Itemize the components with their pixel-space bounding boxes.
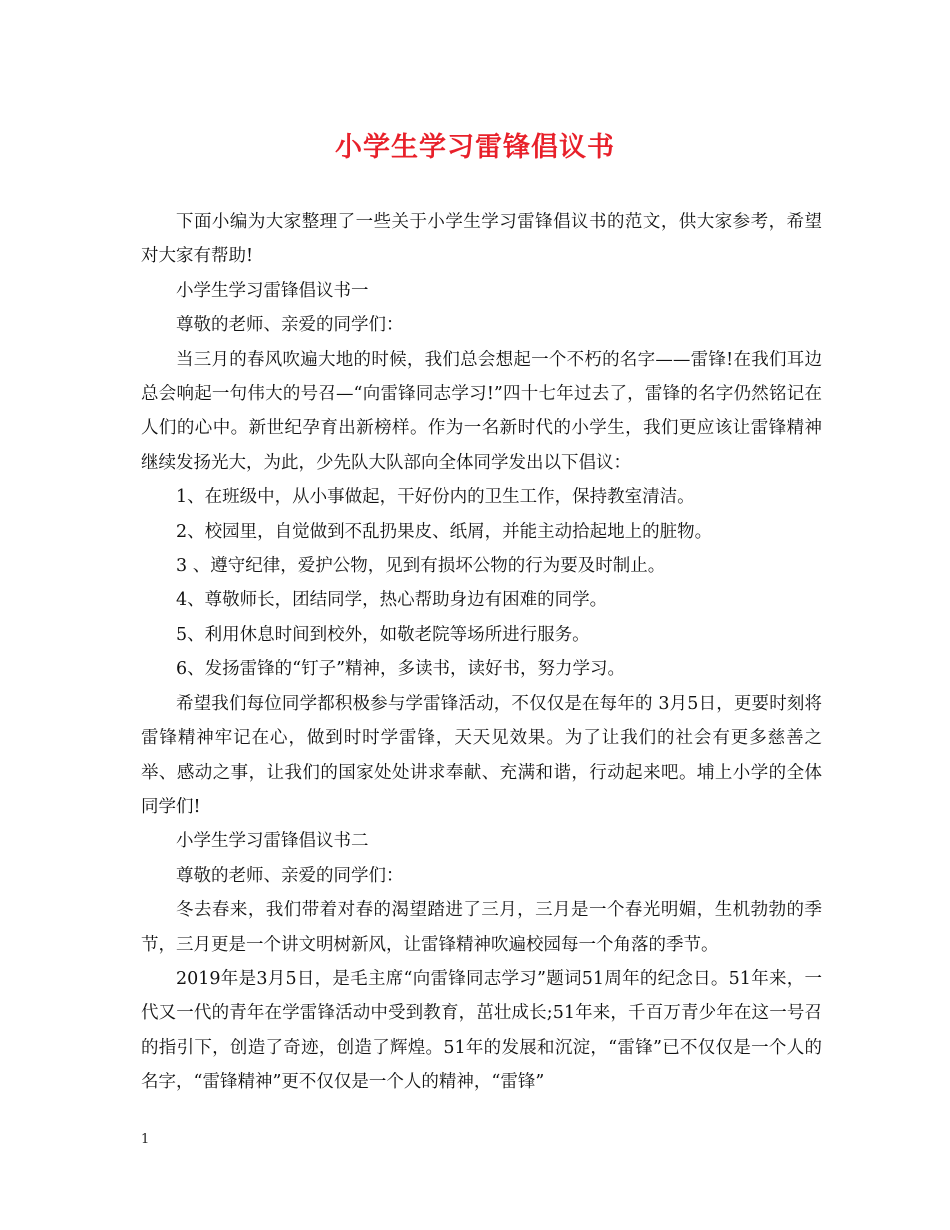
paragraph-body-3: 2019年是3月5日，是毛主席“向雷锋同志学习”题词51周年的纪念日。51年来，一代又一代的青年在学雷锋活动中受到教育，茁壮成长;51年来，千百万青少年在这一号召的指引下，创造了奇迹，创造了辉煌。51年的发展和沉淀，“雷锋”已不仅仅是一个人的名字，“雷锋精神”更不仅仅是一个人的精神，“雷锋” bbox=[141, 968, 822, 1093]
proposal-item-6: 6、发扬雷锋的“钉子”精神，多读书，读好书，努力学习。 bbox=[176, 659, 626, 680]
section-heading-1: 小学生学习雷锋倡议书一 bbox=[176, 280, 369, 301]
paragraph-body-2: 冬去春来，我们带着对春的渴望踏进了三月，三月是一个春光明媚，生机勃勃的季节，三月更是一个讲文明树新风，让雷锋精神吹遍校园每一个角落的季节。 bbox=[141, 900, 822, 955]
page-number: 1 bbox=[141, 1132, 150, 1147]
paragraph-body-1: 当三月的春风吹遍大地的时候，我们总会想起一个不朽的名字——雷锋!在我们耳边总会响起一句伟大的号召—“向雷锋同志学习!”四十七年过去了，雷锋的名字仍然铭记在人们的心中。新世纪孕育出新榜样。作为一名新时代的小学生，我们更应该让雷锋精神继续发扬光大，为此，少先队大队部向全体同学发出以下倡议： bbox=[141, 349, 822, 473]
proposal-item-1: 1、在班级中，从小事做起，干好份内的卫生工作，保持教室清洁。 bbox=[176, 487, 695, 508]
paragraph-closing-1: 希望我们每位同学都积极参与学雷锋活动，不仅仅是在每年的 3月5日，更要时刻将雷锋精神牢记在心，做到时时学雷锋，天天见效果。为了让我们的社会有更多慈善之举、感动之事，让我们的国家处处讲求奉献、充满和谐，行动起来吧。埔上小学的全体同学们! bbox=[141, 693, 822, 817]
proposal-item-3: 3 、遵守纪律，爱护公物，见到有损坏公物的行为要及时制止。 bbox=[176, 556, 666, 577]
salutation-1: 尊敬的老师、亲爱的同学们： bbox=[176, 315, 404, 336]
proposal-item-4: 4、尊敬师长，团结同学，热心帮助身边有困难的同学。 bbox=[176, 590, 608, 611]
salutation-2: 尊敬的老师、亲爱的同学们： bbox=[176, 865, 404, 886]
proposal-item-2: 2、校园里，自觉做到不乱扔果皮、纸屑，并能主动拾起地上的脏物。 bbox=[176, 521, 713, 542]
proposal-item-5: 5、利用休息时间到校外，如敬老院等场所进行服务。 bbox=[176, 624, 590, 645]
paragraph-intro: 下面小编为大家整理了一些关于小学生学习雷锋倡议书的范文，供大家参考，希望对大家有帮助! bbox=[141, 212, 822, 267]
document-title: 小学生学习雷锋倡议书 bbox=[335, 132, 615, 163]
section-heading-2: 小学生学习雷锋倡议书二 bbox=[176, 831, 369, 852]
document-body bbox=[141, 205, 822, 1100]
